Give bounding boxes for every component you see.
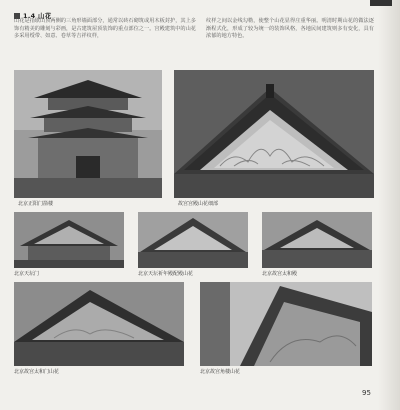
caption-4: 北京天坛祈年殿配殿山花 xyxy=(138,271,194,277)
photo-gate-gable xyxy=(14,282,184,366)
photo-gate-tower xyxy=(14,70,162,198)
caption-3: 北京天坛门 xyxy=(14,271,40,277)
photo-hall-gable xyxy=(262,212,372,268)
caption-7: 北京故宫角楼山花 xyxy=(200,369,241,375)
photo-side-hall-gable xyxy=(138,212,248,268)
caption-6: 北京故宫太和门山花 xyxy=(14,369,60,375)
page-gutter-shadow xyxy=(378,0,400,410)
caption-1: 北京正阳门箭楼 xyxy=(18,201,54,207)
body-text-left: 山花是指歇山顶两侧的三角形墙面部分，通常以砖石砌筑或用木板封护，其上多饰有精美的雕刻与彩画，是古建筑屋顶装饰的重点部位之一。宫殿建筑中的山花多采用绶带、如意、卷草等吉祥纹样， xyxy=(14,18,196,40)
page-number: 95 xyxy=(362,389,371,397)
body-text-right: 纹样之间以金线勾勒，使整个山花显得庄重华丽。明清时期山花的做法逐渐程式化，形成了较为统一的装饰风格，各地民间建筑则多有变化，具有浓郁的地方特色。 xyxy=(206,18,374,40)
chapter-tab xyxy=(370,0,392,6)
photo-corner-tower-gable xyxy=(200,282,372,366)
caption-5: 北京故宫太和殿 xyxy=(262,271,298,277)
photo-gable-detail xyxy=(174,70,374,198)
section-heading-text: 1.4 山花 xyxy=(23,12,52,20)
photo-temple-gate xyxy=(14,212,124,268)
caption-2: 故宫宫殿山花细部 xyxy=(178,201,219,207)
